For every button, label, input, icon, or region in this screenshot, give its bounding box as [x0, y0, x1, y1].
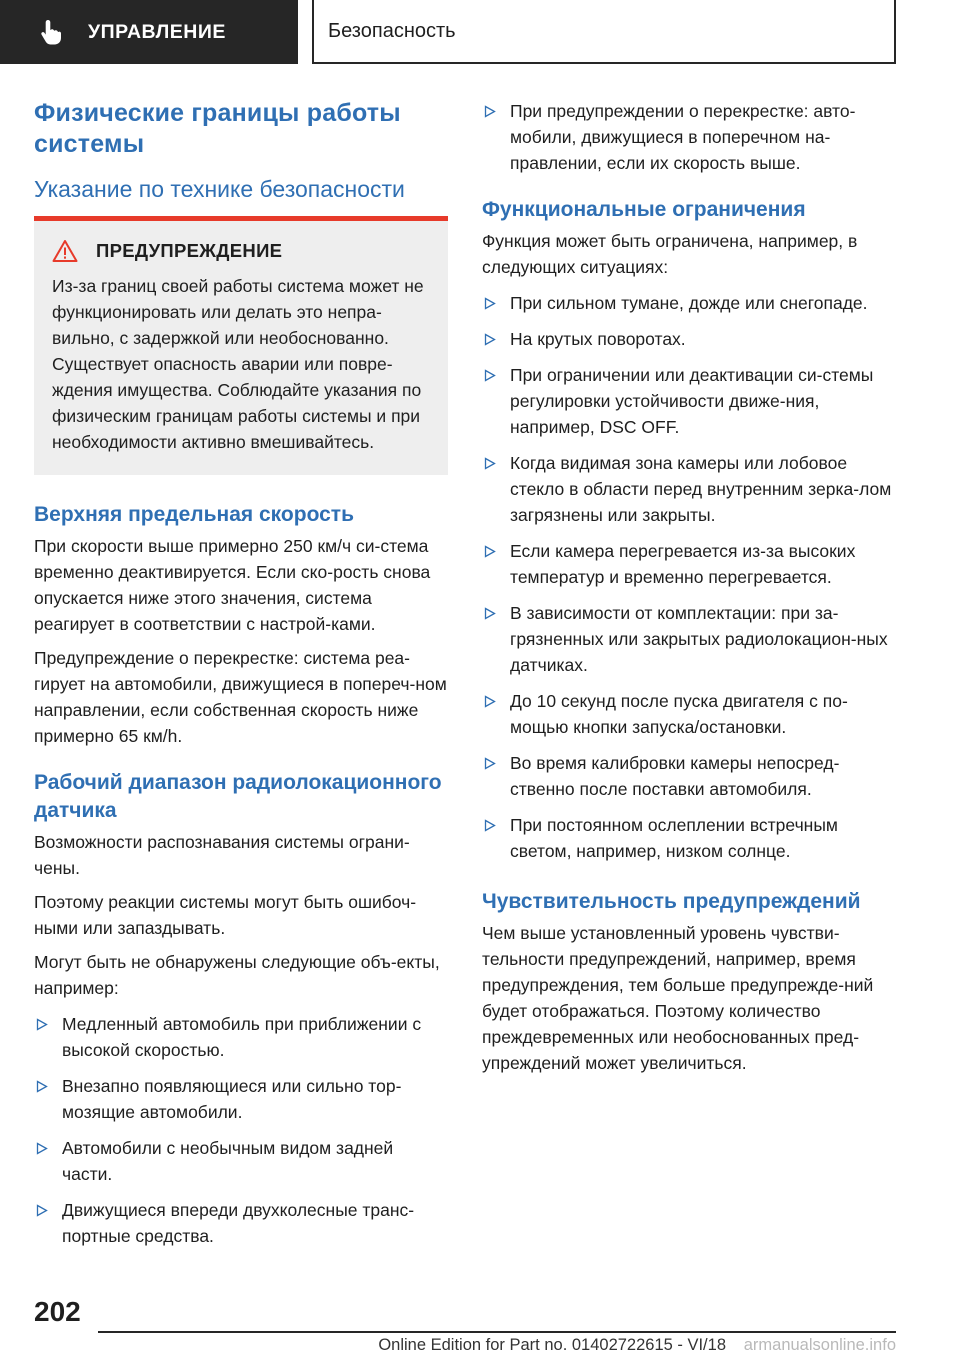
warning-text: Из-за границ своей работы система может не функционировать или делать это непра-вильно, с задержкой или необоснованно. Существует опасность аварии или повре-ждения имущества. Соблюдайте указания по физическим границам работы системы и при необходимости активно вмешивайтесь. [52, 276, 424, 452]
list-item-text: Во время калибровки камеры непосред-ственно после поставки автомобиля. [510, 753, 840, 799]
list-item [482, 538, 896, 590]
functional-list [482, 290, 896, 864]
list-item [482, 750, 896, 802]
triangle-bullet-icon [484, 695, 496, 708]
list-item-text: На крутых поворотах. [510, 329, 686, 349]
sensitivity-text: Чем выше установленный уровень чувстви-тельности предупреждений, например, время предупреждения, тем больше предупрежде-ний будет отображаться. Поэтому количество преждевременных или необоснованных пред-упреждений может увеличиться. [482, 923, 874, 1073]
triangle-bullet-icon [484, 757, 496, 770]
list-item-text: При ограничении или деактивации си-стемы регулировки устойчивости движе-ния, например, DSC OFF. [510, 365, 874, 437]
list-item-text: При постоянном ослеплении встречным светом, например, низком солнце. [510, 815, 838, 861]
right-column [482, 98, 896, 1076]
list-item-text: До 10 секунд после пуска двигателя с по-мощью кнопки запуска/остановки. [510, 691, 848, 737]
chapter-tab[interactable] [0, 0, 298, 64]
triangle-bullet-icon [484, 545, 496, 558]
watermark-text: armanualsonline.info [743, 1336, 896, 1354]
left-column [34, 98, 448, 1249]
list-item [34, 1011, 448, 1063]
page-number: 202 [34, 1296, 81, 1327]
list-item [482, 290, 896, 316]
functional-intro: Функция может быть ограничена, например, в следующих ситуациях: [482, 231, 858, 277]
chapter-tab-label: УПРАВЛЕНИЕ [88, 20, 226, 43]
radar-paragraph-1: Возможности распознавания системы ограни-чены. [34, 832, 410, 878]
list-item [482, 450, 896, 528]
list-item-text: При сильном тумане, дожде или снегопаде. [510, 293, 868, 313]
warning-header [52, 239, 430, 263]
triangle-bullet-icon [484, 333, 496, 346]
triangle-bullet-icon [484, 369, 496, 382]
warning-triangle-icon [52, 239, 78, 263]
radar-heading: Рабочий диапазон радиолокационного датчика [34, 771, 442, 822]
radar-paragraph-3: Могут быть не обнаружены следующие объ-екты, например: [34, 952, 440, 998]
triangle-bullet-icon [484, 105, 496, 118]
list-item [482, 98, 896, 176]
triangle-bullet-icon [484, 457, 496, 470]
list-item [482, 600, 896, 678]
list-item [482, 688, 896, 740]
triangle-bullet-icon [484, 819, 496, 832]
warning-title: ПРЕДУПРЕЖДЕНИЕ [96, 240, 283, 261]
list-item [34, 1135, 448, 1187]
safety-subtitle: Указание по технике безопасности [34, 176, 405, 202]
triangle-bullet-icon [36, 1018, 48, 1031]
triangle-bullet-icon [36, 1080, 48, 1093]
list-item [482, 812, 896, 864]
list-item [482, 326, 896, 352]
triangle-bullet-icon [36, 1142, 48, 1155]
edition-text: Online Edition for Part no. 01402722615 - VI/18 [378, 1336, 726, 1354]
list-item-text: Медленный автомобиль при приближении с высокой скоростью. [62, 1014, 422, 1060]
list-item-text: Автомобили с необычным видом задней части. [62, 1138, 394, 1184]
list-item-text: Движущиеся впереди двухколесные транс-портные средства. [62, 1200, 415, 1246]
list-item-text: В зависимости от комплектации: при за-грязненных или закрытых радиолокацион-ных датчиках. [510, 603, 888, 675]
list-item-text: При предупреждении о перекрестке: авто-мобили, движущиеся в поперечном на-правлении, если их скорость выше. [510, 101, 856, 173]
triangle-bullet-icon [484, 607, 496, 620]
triangle-bullet-icon [484, 297, 496, 310]
section-header [312, 0, 896, 64]
speed-heading: Верхняя предельная скорость [34, 503, 354, 526]
radar-list [34, 1011, 448, 1249]
radar-paragraph-2: Поэтому реакции системы могут быть ошибоч-ными или запаздывать. [34, 892, 417, 938]
triangle-bullet-icon [36, 1204, 48, 1217]
warning-box [34, 216, 448, 475]
list-item-text: Внезапно появляющиеся или сильно тор-мозящие автомобили. [62, 1076, 402, 1122]
crossing-list [482, 98, 896, 176]
list-item [34, 1197, 448, 1249]
list-item [34, 1073, 448, 1125]
list-item-text: Когда видимая зона камеры или лобовое стекло в области перед внутренним зерка-лом загрязнены или закрыты. [510, 453, 892, 525]
footer-divider [98, 1331, 896, 1333]
section-label: Безопасность [328, 19, 456, 42]
sensitivity-heading: Чувствительность предупреждений [482, 890, 861, 913]
hand-pointer-icon [36, 17, 66, 47]
speed-paragraph-2: Предупреждение о перекрестке: система реа-гирует на автомобили, движущиеся в попереч-ном направлении, если собственная скорость ниже примерно 65 км/h. [34, 648, 447, 746]
page-title: Физические границы работы системы [34, 99, 401, 158]
list-item [482, 362, 896, 440]
speed-paragraph-1: При скорости выше примерно 250 км/ч си-стема временно деактивируется. Если ско-рость снова опускается ниже этого значения, система реагирует в соответствии с настрой-ками. [34, 536, 431, 634]
functional-heading: Функциональные ограничения [482, 198, 806, 221]
list-item-text: Если камера перегревается из-за высоких температур и временно перегревается. [510, 541, 856, 587]
